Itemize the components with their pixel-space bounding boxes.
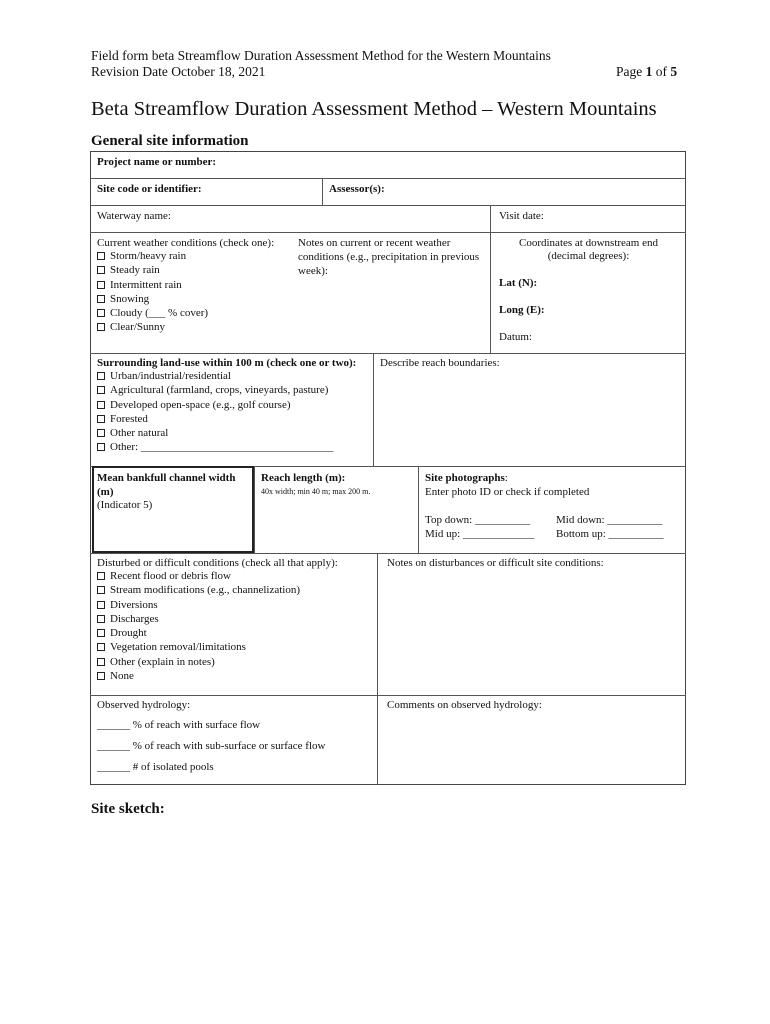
- divider: [377, 553, 378, 785]
- landuse-label: Surrounding land-use within 100 m (check one or two):: [97, 357, 357, 369]
- weather-option[interactable]: Clear/Sunny: [97, 320, 208, 334]
- weather-label: Current weather conditions (check one):: [97, 237, 275, 249]
- hydrology-comments-field[interactable]: Comments on observed hydrology:: [387, 699, 542, 711]
- header-line-2: Revision Date October 18, 2021: [91, 64, 266, 79]
- divider: [254, 466, 255, 553]
- mid-down-photo-field[interactable]: Mid down: __________: [556, 514, 663, 526]
- disturbed-options: [97, 569, 300, 683]
- page-current: 1: [645, 64, 653, 79]
- landuse-option[interactable]: Other: ___________________________________: [97, 440, 333, 454]
- divider: [90, 695, 686, 696]
- site-sketch-title: Site sketch:: [91, 801, 165, 817]
- checkbox[interactable]: [97, 672, 105, 680]
- landuse-option[interactable]: Agricultural (farmland, crops, vineyards, pasture): [97, 383, 333, 397]
- visit-date-field[interactable]: Visit date:: [499, 210, 544, 222]
- checkbox[interactable]: [97, 266, 105, 274]
- checkbox[interactable]: [97, 386, 105, 394]
- divider: [490, 205, 491, 353]
- checkbox[interactable]: [97, 658, 105, 666]
- waterway-name-field[interactable]: Waterway name:: [97, 210, 171, 222]
- disturbed-option[interactable]: Diversions: [97, 598, 300, 612]
- checkbox[interactable]: [97, 415, 105, 423]
- divider: [90, 178, 686, 179]
- landuse-option[interactable]: Urban/industrial/residential: [97, 369, 333, 383]
- divider: [90, 232, 686, 233]
- divider: [90, 553, 686, 554]
- landuse-option[interactable]: Developed open-space (e.g., golf course): [97, 398, 333, 412]
- channel-width-label[interactable]: Mean bankfull channel width: [97, 472, 236, 484]
- latitude-field[interactable]: Lat (N):: [499, 277, 538, 289]
- weather-option[interactable]: Steady rain: [97, 263, 208, 277]
- checkbox[interactable]: [97, 429, 105, 437]
- page-prefix: Page: [616, 64, 643, 79]
- checkbox[interactable]: [97, 601, 105, 609]
- surface-flow-field[interactable]: ______ % of reach with surface flow: [97, 719, 261, 731]
- isolated-pools-field[interactable]: ______ # of isolated pools: [97, 761, 214, 773]
- checkbox[interactable]: [97, 252, 105, 260]
- disturbed-option[interactable]: Discharges: [97, 612, 300, 626]
- checkbox[interactable]: [97, 629, 105, 637]
- site-photographs-label: Site photographs:: [425, 472, 508, 484]
- checkbox[interactable]: [97, 281, 105, 289]
- weather-options: [97, 249, 208, 335]
- coords-label: Coordinates at downstream end: [519, 237, 658, 249]
- divider: [322, 178, 323, 205]
- mid-up-photo-field[interactable]: Mid up: _____________: [425, 528, 535, 540]
- divider: [418, 466, 419, 553]
- disturbed-option[interactable]: Drought: [97, 626, 300, 640]
- weather-option[interactable]: Snowing: [97, 292, 208, 306]
- checkbox[interactable]: [97, 323, 105, 331]
- checkbox[interactable]: [97, 309, 105, 317]
- channel-width-unit: (m): [97, 486, 114, 498]
- disturbed-option[interactable]: Vegetation removal/limitations: [97, 640, 300, 654]
- checkbox[interactable]: [97, 443, 105, 451]
- divider: [373, 353, 374, 466]
- disturbed-label: Disturbed or difficult conditions (check all that apply):: [97, 557, 338, 569]
- header-line-1: Field form beta Streamflow Duration Assessment Method for the Western Mountains: [91, 48, 551, 63]
- disturbed-option[interactable]: Recent flood or debris flow: [97, 569, 300, 583]
- checkbox[interactable]: [97, 401, 105, 409]
- weather-option[interactable]: Intermittent rain: [97, 278, 208, 292]
- weather-option[interactable]: Storm/heavy rain: [97, 249, 208, 263]
- reach-length-field[interactable]: Reach length (m):: [261, 472, 346, 484]
- disturbed-option[interactable]: Other (explain in notes): [97, 655, 300, 669]
- page-title: Beta Streamflow Duration Assessment Method – Western Mountains: [91, 98, 657, 120]
- checkbox[interactable]: [97, 615, 105, 623]
- checkbox[interactable]: [97, 643, 105, 651]
- divider: [90, 353, 686, 354]
- weather-notes-line: week):: [298, 265, 328, 277]
- disturbed-option[interactable]: Stream modifications (e.g., channelization): [97, 583, 300, 597]
- assessor-field[interactable]: Assessor(s):: [329, 183, 385, 195]
- checkbox[interactable]: [97, 586, 105, 594]
- divider: [90, 205, 686, 206]
- subsurface-flow-field[interactable]: ______ % of reach with sub-surface or surface flow: [97, 740, 326, 752]
- landuse-options: [97, 369, 333, 455]
- checkbox[interactable]: [97, 372, 105, 380]
- observed-hydrology-label: Observed hydrology:: [97, 699, 191, 711]
- bottom-up-photo-field[interactable]: Bottom up: __________: [556, 528, 664, 540]
- weather-notes-line: conditions (e.g., precipitation in previous: [298, 251, 480, 263]
- weather-option[interactable]: Cloudy (___ % cover): [97, 306, 208, 320]
- reach-boundaries-field[interactable]: Describe reach boundaries:: [380, 357, 500, 369]
- project-name-field[interactable]: Project name or number:: [97, 156, 217, 168]
- checkbox[interactable]: [97, 295, 105, 303]
- page-indicator: [616, 64, 677, 80]
- landuse-option[interactable]: Forested: [97, 412, 333, 426]
- general-site-info-title: General site information: [91, 133, 249, 149]
- landuse-option[interactable]: Other natural: [97, 426, 333, 440]
- disturbance-notes-field[interactable]: Notes on disturbances or difficult site conditions:: [387, 557, 604, 569]
- longitude-field[interactable]: Long (E):: [499, 304, 545, 316]
- weather-notes-line: Notes on current or recent weather: [298, 237, 451, 249]
- checkbox[interactable]: [97, 572, 105, 580]
- page-total: 5: [670, 64, 678, 79]
- channel-width-indicator: (Indicator 5): [97, 499, 153, 511]
- top-down-photo-field[interactable]: Top down: __________: [425, 514, 530, 526]
- page-of: of: [655, 64, 667, 79]
- site-photographs-instruction: Enter photo ID or check if completed: [425, 486, 590, 498]
- site-code-field[interactable]: Site code or identifier:: [97, 183, 202, 195]
- site-sketch-area[interactable]: [91, 824, 686, 1004]
- disturbed-option[interactable]: None: [97, 669, 300, 683]
- datum-field[interactable]: Datum:: [499, 331, 532, 343]
- reach-length-note: 40x width; min 40 m; max 200 m.: [261, 487, 371, 496]
- coords-sublabel: (decimal degrees):: [547, 250, 630, 262]
